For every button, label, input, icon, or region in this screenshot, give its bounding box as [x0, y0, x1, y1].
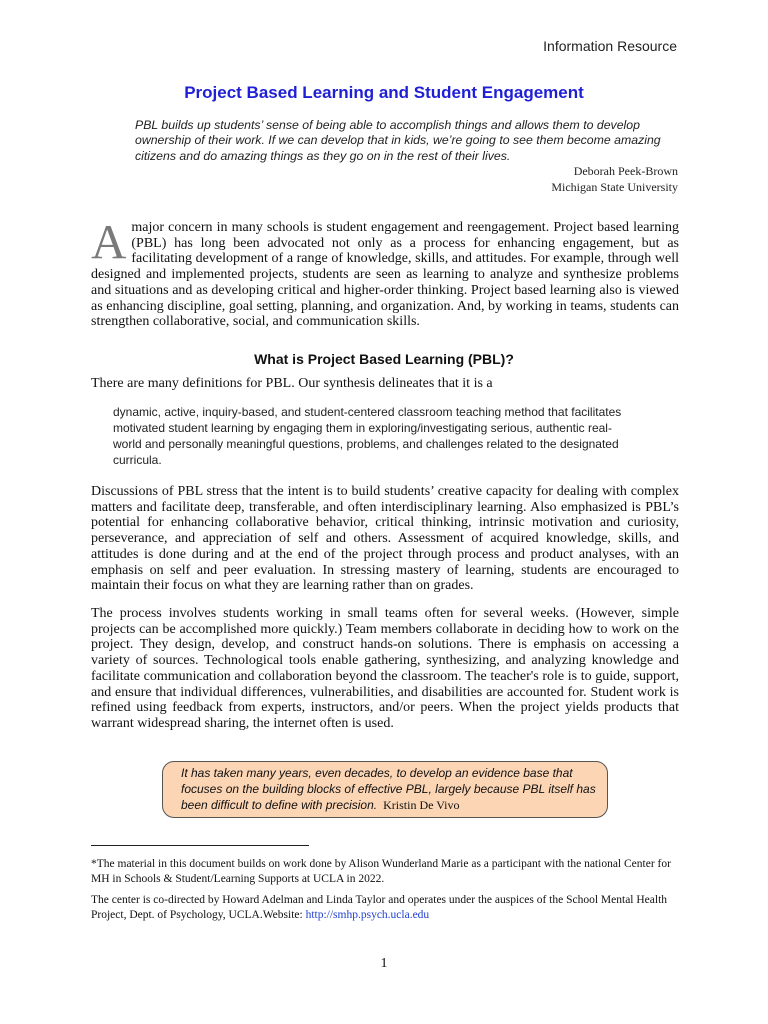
header-label: Information Resource [543, 38, 677, 54]
body-paragraph-2: The process involves students working in small teams often for several weeks. (However, simple projects can be accomplished more quickly.) Team members collaborate in deciding how to work on the project. They design, develop, and construct hands-on solutions. There is emphasis on accessing a variety of sources. Technological tools enable gathering, synthesizing, and analyzing knowledge and facilitate communication and collaboration beyond the classroom. The teacher's role is to guide, support, and ensure that individual differences, vulnerabilities, and disabilities are accounted for. Student work is refined using feedback from experts, instructors, and/or peers. When the project yields products that warrant widespread sharing, the internet often is used. [91, 606, 679, 731]
quote-callout [162, 761, 608, 818]
body-paragraph-1: Discussions of PBL stress that the intent is to build students’ creative capacity for dealing with complex matters and facilitate deep, transferable, and often interdisciplinary learning. Also emphasized is PBL’s potential for enhancing collaborative behavior, critical thinking, intrinsic motivation and curiosity, perseverance, and appreciation of self and others. Assessment of acquired knowledge, skills, and attitudes is done during and at the end of the project through process and product analyses, with an emphasis on self and peer evaluation. In stressing mastery of learning, students are encouraged to maintain their focus on what they are learning rather than on grades. [91, 484, 679, 594]
page-number: 1 [380, 956, 388, 971]
epigraph-author: Deborah Peek-Brown [573, 164, 678, 178]
callout-quote: It has taken many years, even decades, to develop an evidence base that focuses on the building blocks of effective PBL, largely because PBL itself has been difficult to define with precision. [181, 766, 596, 812]
footnote-divider [91, 845, 309, 846]
drop-cap: A [91, 214, 127, 269]
definition-blockquote: dynamic, active, inquiry-based, and student-centered classroom teaching method that facilitates motivated student learning by engaging them in exploring/investigating serious, authentic real-world and personally meaningful questions, problems, and challenges related to the designated curricula. [113, 405, 622, 467]
intro-text: major concern in many schools is student engagement and reengagement. Project based learning (PBL) has long been advocated not only as a process for enhancing engagement, but as facilitating development of a range of knowledge, skills, and attitudes. For example, through well designed and implemented projects, students are seen as learning to analyze and synthesize problems and situations and as developing critical and higher-order thinking. Project based learning also is viewed as enhancing discipline, goal setting, planning, and organization. And, by working in teams, students can strengthen collaborative, social, and communication skills. [91, 220, 679, 330]
definition-lead: There are many definitions for PBL. Our synthesis delineates that it is a [91, 376, 493, 391]
intro-paragraph [91, 214, 679, 330]
footnote-2 [91, 893, 681, 922]
epigraph-quote: PBL builds up students’ sense of being able to accomplish things and allows them to develop ownership of their work. If we can develop that in kids, we’re going to see them become amazing citizens and do amazing things as they go on in the rest of their lives. [135, 118, 661, 163]
callout-author: Kristin De Vivo [383, 798, 460, 812]
page-title: Project Based Learning and Student Engagement [184, 83, 584, 102]
footnote-2-text: The center is co-directed by Howard Adelman and Linda Taylor and operates under the auspices of the School Mental Health Project, Dept. of Psychology, UCLA.Website: [91, 894, 668, 921]
footnote-1: *The material in this document builds on work done by Alison Wunderland Marie as a participant with the national Center for MH in Schools & Student/Learning Supports at UCLA in 2022. [91, 858, 671, 885]
epigraph-affiliation: Michigan State University [551, 180, 678, 194]
section-heading: What is Project Based Learning (PBL)? [254, 351, 514, 367]
website-link[interactable]: http://smhp.psych.ucla.edu [305, 908, 430, 921]
